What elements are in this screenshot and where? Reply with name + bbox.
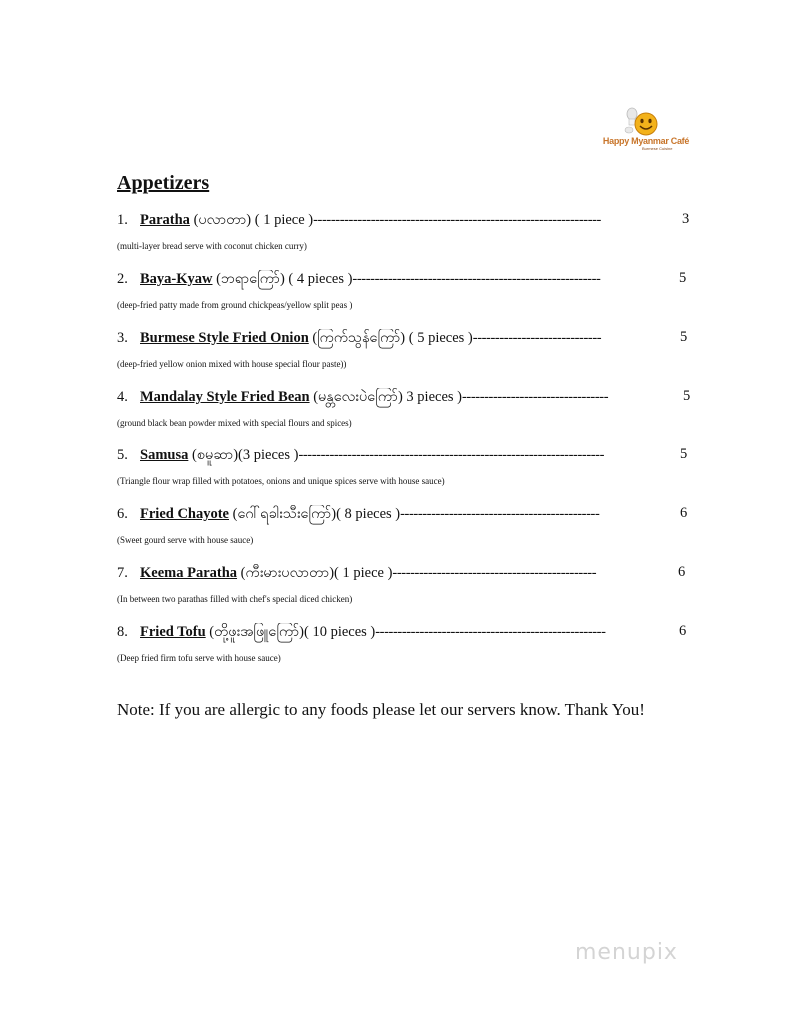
item-name: Samusa (140, 447, 189, 463)
menu-item (117, 564, 697, 604)
item-number: 6. (117, 506, 128, 522)
item-number: 7. (117, 565, 128, 581)
item-dashes: --------------------------------------------------------------------- (298, 447, 605, 463)
item-description: (Triangle flour wrap filled with potatoes, onions and unique spices serve with house sauce) (117, 476, 445, 486)
item-detail: (ကြက်သွန်ကြော်) ( 5 pieces ) (308, 330, 473, 346)
smiley-chef-icon (596, 100, 696, 140)
item-name: Mandalay Style Fried Bean (140, 389, 310, 405)
allergy-note: Note: If you are allergic to any foods please let our servers know. Thank You! (117, 700, 645, 719)
restaurant-logo (596, 100, 696, 156)
menu-item-line (117, 388, 697, 410)
menu-item (117, 270, 697, 310)
item-detail: (မန္တလေးပဲကြော်) 3 pieces ) (309, 389, 462, 405)
item-price: 6 (678, 564, 686, 580)
item-dashes: ----------------------------------------------------------------- (313, 212, 601, 228)
item-name: Keema Paratha (140, 565, 238, 581)
item-name: Paratha (140, 212, 190, 228)
item-description: (In between two parathas filled with chef's special diced chicken) (117, 594, 353, 604)
item-description: (Sweet gourd serve with house sauce) (117, 535, 254, 545)
item-description: (deep-fried patty made from ground chickpeas/yellow split peas ) (117, 300, 353, 310)
item-number: 1. (117, 212, 128, 228)
menu-item (117, 446, 697, 486)
item-number: 2. (117, 271, 128, 287)
menu-item-line (117, 623, 697, 645)
menu-item-line (117, 270, 697, 292)
menu-item-line (117, 505, 697, 527)
item-price: 6 (680, 505, 688, 521)
item-detail: (ပလာတာ) ( 1 piece ) (189, 212, 314, 228)
item-number: 4. (117, 389, 128, 405)
item-number: 3. (117, 330, 128, 346)
logo-subtitle: Burmese Cuisine (642, 146, 673, 151)
menu-item (117, 505, 697, 545)
item-detail: (စမူဆာ)(3 pieces ) (188, 447, 299, 463)
item-dashes: ---------------------------------------------------- (375, 624, 606, 640)
logo-title: Happy Myanmar Café (602, 136, 690, 146)
item-name: Baya-Kyaw (140, 271, 213, 287)
item-number: 5. (117, 447, 128, 463)
item-dashes: ----------------------------- (472, 330, 602, 346)
item-name: Fried Tofu (140, 624, 206, 640)
item-dashes: --------------------------------- (461, 389, 609, 405)
item-name: Burmese Style Fried Onion (140, 330, 309, 346)
item-description: (multi-layer bread serve with coconut chicken curry) (117, 241, 307, 251)
menu-item-line (117, 211, 697, 233)
item-price: 5 (683, 388, 691, 404)
menu-item (117, 329, 697, 369)
item-price: 5 (680, 329, 688, 345)
menu-item-line (117, 564, 697, 586)
menu-item (117, 623, 697, 663)
menu-item-line (117, 446, 697, 468)
menu-item (117, 211, 697, 251)
item-detail: (ဘရာကြော်) ( 4 pieces ) (212, 271, 353, 287)
item-detail: (ကီးမားပလာတာ)( 1 piece ) (237, 565, 393, 581)
menu-item (117, 388, 697, 428)
item-description: (deep-fried yellow onion mixed with house special flour paste)) (117, 359, 347, 369)
item-description: (ground black bean powder mixed with special flours and spices) (117, 418, 352, 428)
item-price: 6 (679, 623, 687, 639)
item-detail: (ဂေါ်ရခါးသီးကြော်)( 8 pieces ) (229, 506, 401, 522)
item-description: (Deep fried firm tofu serve with house sauce) (117, 653, 281, 663)
item-dashes: ---------------------------------------------- (392, 565, 597, 581)
item-price: 5 (680, 446, 688, 462)
item-detail: (တို့ဖူးအဖြူကြော်)( 10 pieces ) (205, 624, 376, 640)
watermark: menupix (575, 940, 678, 965)
menu-item-line (117, 329, 697, 351)
item-price: 3 (682, 211, 690, 227)
item-dashes: -------------------------------------------------------- (352, 271, 601, 287)
item-price: 5 (679, 270, 687, 286)
item-name: Fried Chayote (140, 506, 229, 522)
item-number: 8. (117, 624, 128, 640)
section-title: Appetizers (117, 172, 210, 194)
item-dashes: --------------------------------------------- (400, 506, 600, 522)
